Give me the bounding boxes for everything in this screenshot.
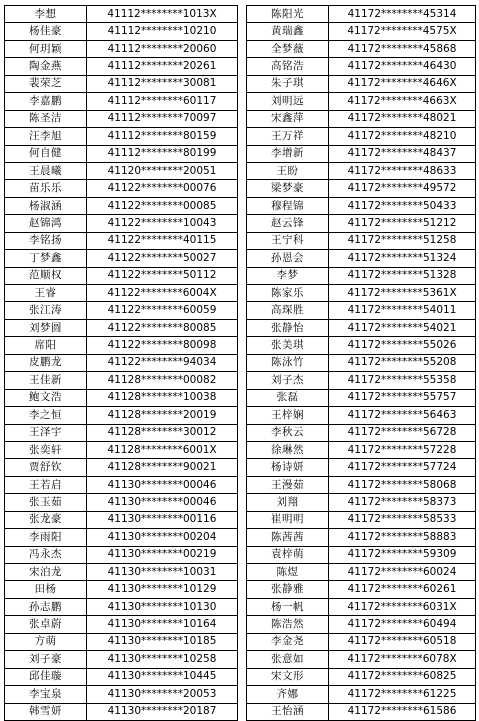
table-row bbox=[5, 267, 238, 284]
student-name-cell: 王万祥 bbox=[247, 128, 329, 145]
masked-id-number-cell: 41172********57228 bbox=[329, 441, 476, 458]
student-name-cell: 何玥颖 bbox=[5, 40, 87, 57]
masked-id-number-cell: 41128********00082 bbox=[87, 372, 238, 389]
masked-id-number-cell: 41172********55757 bbox=[329, 389, 476, 406]
table-row bbox=[247, 424, 476, 441]
masked-id-number-cell: 41172********57724 bbox=[329, 459, 476, 476]
masked-id-number-cell: 41172********60494 bbox=[329, 616, 476, 633]
student-name-cell: 孙恩会 bbox=[247, 250, 329, 267]
table-row bbox=[247, 215, 476, 232]
table-row bbox=[247, 267, 476, 284]
table-row bbox=[5, 128, 238, 145]
student-name-cell: 宋泊龙 bbox=[5, 564, 87, 581]
masked-id-number-cell: 41130********20053 bbox=[87, 686, 238, 703]
student-name-cell: 陈茜茜 bbox=[247, 529, 329, 546]
masked-id-number-cell: 41122********80085 bbox=[87, 319, 238, 336]
masked-id-number-cell: 41112********1013X bbox=[87, 6, 238, 23]
student-name-cell: 刘翔 bbox=[247, 494, 329, 511]
masked-id-number-cell: 41130********10258 bbox=[87, 651, 238, 668]
masked-id-number-cell: 41172********46430 bbox=[329, 58, 476, 75]
masked-id-number-cell: 41172********58373 bbox=[329, 494, 476, 511]
student-name-cell: 张静雅 bbox=[247, 581, 329, 598]
student-name-cell: 王怡涵 bbox=[247, 703, 329, 720]
table-row bbox=[5, 668, 238, 685]
table-row bbox=[247, 372, 476, 389]
student-name-cell: 穆程锦 bbox=[247, 197, 329, 214]
masked-id-number-cell: 41112********80159 bbox=[87, 128, 238, 145]
student-name-cell: 张龙豪 bbox=[5, 511, 87, 528]
student-name-cell: 刘子杰 bbox=[247, 372, 329, 389]
student-name-cell: 裴荣芝 bbox=[5, 75, 87, 92]
student-name-cell: 杨一帆 bbox=[247, 598, 329, 615]
masked-id-number-cell: 41172********61586 bbox=[329, 703, 476, 720]
masked-id-number-cell: 41172********58883 bbox=[329, 529, 476, 546]
masked-id-number-cell: 41172********4646X bbox=[329, 75, 476, 92]
student-name-cell: 宋文形 bbox=[247, 668, 329, 685]
masked-id-number-cell: 41112********70097 bbox=[87, 110, 238, 127]
table-row bbox=[5, 529, 238, 546]
student-name-cell: 皮鹏龙 bbox=[5, 354, 87, 371]
masked-id-number-cell: 41172********61225 bbox=[329, 686, 476, 703]
table-row bbox=[5, 75, 238, 92]
masked-id-number-cell: 41172********49572 bbox=[329, 180, 476, 197]
student-name-cell: 高琛胜 bbox=[247, 302, 329, 319]
masked-id-number-cell: 41172********59309 bbox=[329, 546, 476, 563]
masked-id-number-cell: 41128********90021 bbox=[87, 459, 238, 476]
student-name-cell: 李梦 bbox=[247, 267, 329, 284]
student-name-cell: 王漫茹 bbox=[247, 476, 329, 493]
table-row bbox=[247, 285, 476, 302]
masked-id-number-cell: 41112********20060 bbox=[87, 40, 238, 57]
right-roster-body bbox=[247, 6, 476, 721]
masked-id-number-cell: 41130********00046 bbox=[87, 476, 238, 493]
student-name-cell: 王若启 bbox=[5, 476, 87, 493]
masked-id-number-cell: 41172********48633 bbox=[329, 162, 476, 179]
masked-id-number-cell: 41122********00085 bbox=[87, 197, 238, 214]
masked-id-number-cell: 41130********00116 bbox=[87, 511, 238, 528]
table-row bbox=[5, 6, 238, 23]
student-name-cell: 徐琳然 bbox=[247, 441, 329, 458]
table-row bbox=[5, 215, 238, 232]
masked-id-number-cell: 41172********45868 bbox=[329, 40, 476, 57]
table-row bbox=[5, 250, 238, 267]
table-row bbox=[247, 232, 476, 249]
masked-id-number-cell: 41112********80199 bbox=[87, 145, 238, 162]
table-row bbox=[5, 616, 238, 633]
table-row bbox=[247, 319, 476, 336]
table-row bbox=[247, 6, 476, 23]
table-row bbox=[5, 441, 238, 458]
masked-id-number-cell: 41172********54021 bbox=[329, 319, 476, 336]
masked-id-number-cell: 41128********10038 bbox=[87, 389, 238, 406]
masked-id-number-cell: 41128********20019 bbox=[87, 407, 238, 424]
student-name-cell: 王佳新 bbox=[5, 372, 87, 389]
masked-id-number-cell: 41172********60024 bbox=[329, 564, 476, 581]
table-row bbox=[247, 40, 476, 57]
table-row bbox=[5, 424, 238, 441]
masked-id-number-cell: 41172********51328 bbox=[329, 267, 476, 284]
masked-id-number-cell: 41172********45314 bbox=[329, 6, 476, 23]
student-name-cell: 何自健 bbox=[5, 145, 87, 162]
table-row bbox=[5, 598, 238, 615]
student-name-cell: 范顺权 bbox=[5, 267, 87, 284]
masked-id-number-cell: 41172********5361X bbox=[329, 285, 476, 302]
table-row bbox=[247, 145, 476, 162]
student-name-cell: 方萌 bbox=[5, 633, 87, 650]
masked-id-number-cell: 41172********48210 bbox=[329, 128, 476, 145]
masked-id-number-cell: 41172********4663X bbox=[329, 93, 476, 110]
masked-id-number-cell: 41172********51324 bbox=[329, 250, 476, 267]
student-name-cell: 张奕轩 bbox=[5, 441, 87, 458]
student-name-cell: 陈阳光 bbox=[247, 6, 329, 23]
student-name-cell: 张美琪 bbox=[247, 337, 329, 354]
masked-id-number-cell: 41172********60825 bbox=[329, 668, 476, 685]
table-row bbox=[5, 407, 238, 424]
masked-id-number-cell: 41172********50433 bbox=[329, 197, 476, 214]
table-row bbox=[247, 93, 476, 110]
table-row bbox=[247, 128, 476, 145]
table-row bbox=[247, 441, 476, 458]
masked-id-number-cell: 41122********40115 bbox=[87, 232, 238, 249]
masked-id-number-cell: 41172********54011 bbox=[329, 302, 476, 319]
table-row bbox=[5, 302, 238, 319]
student-name-cell: 张卓蔚 bbox=[5, 616, 87, 633]
student-name-cell: 张江涛 bbox=[5, 302, 87, 319]
table-row bbox=[5, 546, 238, 563]
table-row bbox=[247, 703, 476, 720]
table-row bbox=[247, 389, 476, 406]
masked-id-number-cell: 41172********6031X bbox=[329, 598, 476, 615]
student-name-cell: 王宁科 bbox=[247, 232, 329, 249]
student-name-cell: 李宝泉 bbox=[5, 686, 87, 703]
student-name-cell: 王梓娴 bbox=[247, 407, 329, 424]
table-row bbox=[247, 58, 476, 75]
masked-id-number-cell: 41172********48021 bbox=[329, 110, 476, 127]
student-name-cell: 贾舒钦 bbox=[5, 459, 87, 476]
student-name-cell: 鲍文浩 bbox=[5, 389, 87, 406]
table-row bbox=[247, 23, 476, 40]
table-row bbox=[5, 564, 238, 581]
left-roster-table bbox=[4, 5, 238, 721]
masked-id-number-cell: 41130********20187 bbox=[87, 703, 238, 720]
masked-id-number-cell: 41112********10210 bbox=[87, 23, 238, 40]
table-row bbox=[5, 285, 238, 302]
student-name-cell: 刘明远 bbox=[247, 93, 329, 110]
table-row bbox=[5, 476, 238, 493]
student-name-cell: 刘子豪 bbox=[5, 651, 87, 668]
table-row bbox=[5, 93, 238, 110]
masked-id-number-cell: 41172********48437 bbox=[329, 145, 476, 162]
student-name-cell: 陈泳竹 bbox=[247, 354, 329, 371]
masked-id-number-cell: 41172********51212 bbox=[329, 215, 476, 232]
masked-id-number-cell: 41172********60518 bbox=[329, 633, 476, 650]
student-name-cell: 李秋云 bbox=[247, 424, 329, 441]
student-name-cell: 田杨 bbox=[5, 581, 87, 598]
table-row bbox=[5, 459, 238, 476]
student-name-cell: 齐娜 bbox=[247, 686, 329, 703]
table-row bbox=[247, 564, 476, 581]
masked-id-number-cell: 41122********00076 bbox=[87, 180, 238, 197]
table-row bbox=[247, 616, 476, 633]
table-row bbox=[5, 372, 238, 389]
student-name-cell: 陈圣洁 bbox=[5, 110, 87, 127]
left-roster-body bbox=[5, 6, 238, 721]
student-name-cell: 张意如 bbox=[247, 651, 329, 668]
student-name-cell: 李想 bbox=[5, 6, 87, 23]
table-row bbox=[247, 110, 476, 127]
table-row bbox=[5, 337, 238, 354]
masked-id-number-cell: 41122********10043 bbox=[87, 215, 238, 232]
table-row bbox=[5, 40, 238, 57]
table-row bbox=[247, 197, 476, 214]
table-row bbox=[5, 651, 238, 668]
masked-id-number-cell: 41130********10164 bbox=[87, 616, 238, 633]
student-name-cell: 王晨曦 bbox=[5, 162, 87, 179]
student-name-cell: 李铭扬 bbox=[5, 232, 87, 249]
student-name-cell: 张磊 bbox=[247, 389, 329, 406]
masked-id-number-cell: 41122********94034 bbox=[87, 354, 238, 371]
table-row bbox=[5, 703, 238, 720]
table-row bbox=[247, 337, 476, 354]
masked-id-number-cell: 41172********56728 bbox=[329, 424, 476, 441]
student-name-cell: 苗乐乐 bbox=[5, 180, 87, 197]
table-row bbox=[5, 110, 238, 127]
table-row bbox=[247, 598, 476, 615]
masked-id-number-cell: 41172********56463 bbox=[329, 407, 476, 424]
masked-id-number-cell: 41130********10185 bbox=[87, 633, 238, 650]
masked-id-number-cell: 41128********6001X bbox=[87, 441, 238, 458]
table-row bbox=[247, 302, 476, 319]
student-name-cell: 梁梦豪 bbox=[247, 180, 329, 197]
student-name-cell: 汪李旭 bbox=[5, 128, 87, 145]
table-row bbox=[5, 686, 238, 703]
masked-id-number-cell: 41172********55358 bbox=[329, 372, 476, 389]
table-row bbox=[5, 145, 238, 162]
masked-id-number-cell: 41172********58068 bbox=[329, 476, 476, 493]
student-name-cell: 宋鑫萍 bbox=[247, 110, 329, 127]
student-name-cell: 高铭浩 bbox=[247, 58, 329, 75]
student-name-cell: 陈家乐 bbox=[247, 285, 329, 302]
masked-id-number-cell: 41130********00046 bbox=[87, 494, 238, 511]
student-name-cell: 丁梦鑫 bbox=[5, 250, 87, 267]
table-row bbox=[247, 494, 476, 511]
table-row bbox=[5, 511, 238, 528]
masked-id-number-cell: 41120********20051 bbox=[87, 162, 238, 179]
right-roster-table bbox=[246, 5, 476, 721]
masked-id-number-cell: 41172********4575X bbox=[329, 23, 476, 40]
student-name-cell: 李增新 bbox=[247, 145, 329, 162]
student-name-cell: 张静怡 bbox=[247, 319, 329, 336]
masked-id-number-cell: 41122********60059 bbox=[87, 302, 238, 319]
table-row bbox=[5, 197, 238, 214]
student-name-cell: 张玉茹 bbox=[5, 494, 87, 511]
table-row bbox=[247, 511, 476, 528]
student-name-cell: 孙志鹏 bbox=[5, 598, 87, 615]
masked-id-number-cell: 41172********6078X bbox=[329, 651, 476, 668]
student-name-cell: 陈浩然 bbox=[247, 616, 329, 633]
table-row bbox=[247, 459, 476, 476]
masked-id-number-cell: 41122********50027 bbox=[87, 250, 238, 267]
masked-id-number-cell: 41130********10445 bbox=[87, 668, 238, 685]
table-row bbox=[247, 546, 476, 563]
masked-id-number-cell: 41172********60261 bbox=[329, 581, 476, 598]
table-row bbox=[247, 354, 476, 371]
masked-id-number-cell: 41172********55208 bbox=[329, 354, 476, 371]
masked-id-number-cell: 41172********58533 bbox=[329, 511, 476, 528]
student-name-cell: 袁梓萌 bbox=[247, 546, 329, 563]
table-row bbox=[5, 23, 238, 40]
masked-id-number-cell: 41112********60117 bbox=[87, 93, 238, 110]
masked-id-number-cell: 41172********51258 bbox=[329, 232, 476, 249]
student-name-cell: 杨淑涵 bbox=[5, 197, 87, 214]
student-name-cell: 冯永杰 bbox=[5, 546, 87, 563]
table-row bbox=[5, 180, 238, 197]
masked-id-number-cell: 41112********20261 bbox=[87, 58, 238, 75]
student-name-cell: 刘梦圆 bbox=[5, 319, 87, 336]
masked-id-number-cell: 41112********30081 bbox=[87, 75, 238, 92]
masked-id-number-cell: 41130********10130 bbox=[87, 598, 238, 615]
student-name-cell: 黄瑞鑫 bbox=[247, 23, 329, 40]
student-name-cell: 朱子琪 bbox=[247, 75, 329, 92]
table-row bbox=[247, 529, 476, 546]
student-name-cell: 邱佳璇 bbox=[5, 668, 87, 685]
student-name-cell: 王睿 bbox=[5, 285, 87, 302]
masked-id-number-cell: 41172********55026 bbox=[329, 337, 476, 354]
student-name-cell: 赵云锋 bbox=[247, 215, 329, 232]
student-name-cell: 韩雪妍 bbox=[5, 703, 87, 720]
table-row bbox=[5, 354, 238, 371]
masked-id-number-cell: 41130********10031 bbox=[87, 564, 238, 581]
masked-id-number-cell: 41130********00204 bbox=[87, 529, 238, 546]
student-name-cell: 王泽宇 bbox=[5, 424, 87, 441]
table-row bbox=[247, 250, 476, 267]
table-row bbox=[5, 581, 238, 598]
table-row bbox=[5, 232, 238, 249]
student-name-cell: 李嘉鹏 bbox=[5, 93, 87, 110]
table-row bbox=[5, 319, 238, 336]
masked-id-number-cell: 41122********80098 bbox=[87, 337, 238, 354]
table-row bbox=[247, 686, 476, 703]
masked-id-number-cell: 41122********6004X bbox=[87, 285, 238, 302]
student-name-cell: 全梦薇 bbox=[247, 40, 329, 57]
student-name-cell: 赵锦鸿 bbox=[5, 215, 87, 232]
student-name-cell: 李之恒 bbox=[5, 407, 87, 424]
student-name-cell: 李金尧 bbox=[247, 633, 329, 650]
table-row bbox=[5, 58, 238, 75]
student-name-cell: 陈煜 bbox=[247, 564, 329, 581]
table-row bbox=[5, 633, 238, 650]
table-row bbox=[5, 494, 238, 511]
masked-id-number-cell: 41130********10129 bbox=[87, 581, 238, 598]
masked-id-number-cell: 41130********00219 bbox=[87, 546, 238, 563]
student-name-cell: 崔明明 bbox=[247, 511, 329, 528]
student-name-cell: 杨佳豪 bbox=[5, 23, 87, 40]
student-name-cell: 李雨阳 bbox=[5, 529, 87, 546]
table-row bbox=[247, 668, 476, 685]
table-row bbox=[247, 651, 476, 668]
table-row bbox=[247, 75, 476, 92]
table-row bbox=[5, 389, 238, 406]
table-row bbox=[247, 407, 476, 424]
table-row bbox=[247, 581, 476, 598]
masked-id-number-cell: 41128********30012 bbox=[87, 424, 238, 441]
student-name-cell: 王盼 bbox=[247, 162, 329, 179]
student-name-cell: 杨诗妍 bbox=[247, 459, 329, 476]
table-row bbox=[5, 162, 238, 179]
masked-id-number-cell: 41122********50112 bbox=[87, 267, 238, 284]
table-row bbox=[247, 633, 476, 650]
table-row bbox=[247, 180, 476, 197]
student-name-cell: 席阳 bbox=[5, 337, 87, 354]
table-row bbox=[247, 476, 476, 493]
student-name-cell: 陶金燕 bbox=[5, 58, 87, 75]
table-row bbox=[247, 162, 476, 179]
